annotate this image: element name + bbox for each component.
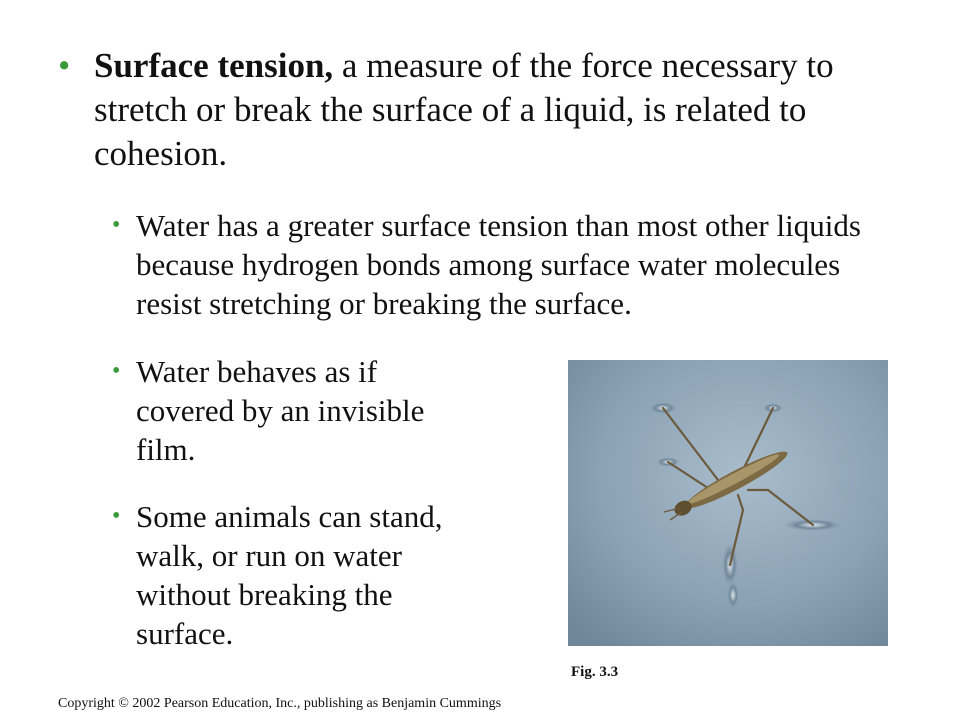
- figure-label: Fig. 3.3: [571, 664, 619, 680]
- copyright-notice: Copyright © 2002 Pearson Education, Inc., publishing as Benjamin Cummings: [58, 696, 502, 711]
- water-strider-photo: [568, 360, 888, 646]
- sub-bullet-text: Some animals can stand, walk, or run on water without breaking the surface.: [136, 499, 443, 651]
- main-bullet: [58, 44, 918, 176]
- sub-bullet-1: [110, 206, 910, 323]
- water-strider-illustration: [568, 360, 888, 646]
- bullet-marker: •: [112, 212, 121, 238]
- main-bullet-text: [94, 44, 918, 176]
- bullet-marker: •: [58, 46, 71, 85]
- bullet-marker: •: [112, 503, 121, 529]
- term-surface-tension: Surface tension,: [94, 46, 334, 85]
- bullet-marker: •: [112, 358, 121, 384]
- sub-bullet-2: [110, 352, 480, 469]
- sub-bullet-text: Water behaves as if covered by an invisible film.: [136, 354, 425, 467]
- main-bullet-definition: a measure of the force necessary to stretch or break the surface of a liquid, is related to cohesion.: [94, 46, 834, 173]
- sub-bullet-3: [110, 497, 490, 653]
- sub-bullet-text: Water has a greater surface tension than most other liquids because hydrogen bonds among surface water molecules resist stretching or breaking the surface.: [136, 208, 861, 321]
